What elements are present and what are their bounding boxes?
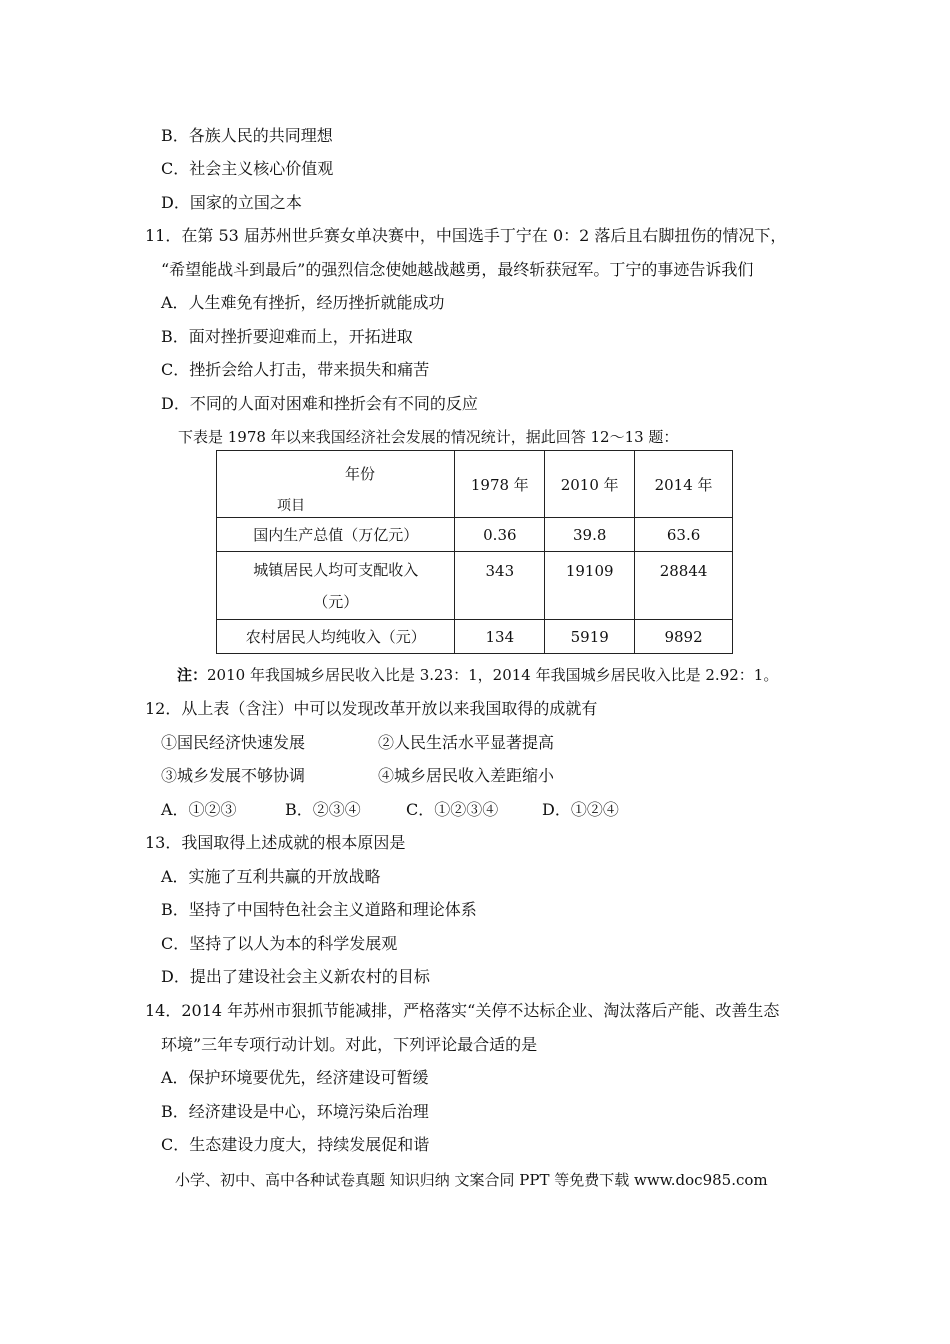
q12-option-b: B．②③④ — [285, 800, 361, 819]
row-label-gdp: 国内生产总值（万亿元） — [217, 518, 455, 552]
q11-option-a: A．人生难免有挫折，经历挫折就能成功 — [161, 293, 445, 312]
row-label-urban-income — [217, 552, 455, 620]
cell-value: 63.6 — [635, 518, 733, 552]
q14-stem-line2: 环境”三年专项行动计划。对此，下列评论最合适的是 — [161, 1035, 538, 1054]
cell-value: 343 — [455, 552, 545, 620]
q12-option-d: D．①②④ — [542, 800, 619, 819]
q13-option-c: C．坚持了以人为本的科学发展观 — [161, 934, 398, 953]
q12-option-c: C．①②③④ — [406, 800, 499, 819]
row-label-line: 城镇居民人均可支配收入 — [253, 560, 419, 579]
note-text: 2010 年我国城乡居民收入比是 3.23：1，2014 年我国城乡居民收入比是 2.92：1。 — [207, 666, 779, 684]
header-year-label: 年份 — [345, 465, 376, 483]
q11-option-d: D．不同的人面对困难和挫折会有不同的反应 — [161, 394, 478, 413]
table-row — [217, 552, 733, 620]
table-row — [217, 620, 733, 654]
q10-option-d: D．国家的立国之本 — [161, 193, 302, 212]
column-header-2014: 2014 年 — [635, 451, 733, 518]
q11-stem-line1: 11．在第 53 届苏州世乒赛女单决赛中，中国选手丁宁在 0：2 落后且右脚扭伤的情况下， — [145, 226, 787, 245]
table-intro: 下表是 1978 年以来我国经济社会发展的情况统计，据此回答 12～13 题： — [178, 428, 679, 446]
table-header-row — [217, 451, 733, 518]
row-label-line: （元） — [313, 592, 359, 611]
q12-item-2: ②人民生活水平显著提高 — [378, 733, 555, 752]
q13-stem: 13．我国取得上述成就的根本原因是 — [145, 833, 406, 852]
q13-option-a: A．实施了互利共赢的开放战略 — [161, 867, 381, 886]
q11-option-b: B．面对挫折要迎难而上，开拓进取 — [161, 327, 413, 346]
cell-value: 134 — [455, 620, 545, 654]
cell-value: 19109 — [545, 552, 635, 620]
q13-option-b: B．坚持了中国特色社会主义道路和理论体系 — [161, 900, 477, 919]
q12-item-4: ④城乡居民收入差距缩小 — [378, 766, 555, 785]
q12-item-3: ③城乡发展不够协调 — [161, 766, 306, 785]
cell-value: 39.8 — [545, 518, 635, 552]
column-header-1978: 1978 年 — [455, 451, 545, 518]
table-note — [177, 665, 778, 685]
cell-value: 28844 — [635, 552, 733, 620]
cell-value: 0.36 — [455, 518, 545, 552]
q13-option-d: D．提出了建设社会主义新农村的目标 — [161, 967, 430, 986]
table-corner-header — [217, 451, 455, 518]
page-footer: 小学、初中、高中各种试卷真题 知识归纳 文案合同 PPT 等免费下载 www.doc985.com — [175, 1171, 768, 1189]
header-item-label: 项目 — [277, 498, 305, 514]
cell-value: 9892 — [635, 620, 733, 654]
q12-stem: 12．从上表（含注）中可以发现改革开放以来我国取得的成就有 — [145, 699, 598, 718]
q11-stem-line2: “希望能战斗到最后”的强烈信念使她越战越勇，最终斩获冠军。丁宁的事迹告诉我们 — [161, 260, 754, 279]
note-label: 注： — [177, 666, 208, 684]
q14-option-b: B．经济建设是中心，环境污染后治理 — [161, 1102, 429, 1121]
q14-option-c: C．生态建设力度大，持续发展促和谐 — [161, 1135, 430, 1154]
q10-option-b: B．各族人民的共同理想 — [161, 126, 333, 145]
q12-item-1: ①国民经济快速发展 — [161, 733, 306, 752]
column-header-2010: 2010 年 — [545, 451, 635, 518]
q14-option-a: A．保护环境要优先，经济建设可暂缓 — [161, 1068, 429, 1087]
q10-option-c: C．社会主义核心价值观 — [161, 159, 334, 178]
stats-table — [216, 450, 733, 654]
q11-option-c: C．挫折会给人打击，带来损失和痛苦 — [161, 360, 430, 379]
q14-stem-line1: 14．2014 年苏州市狠抓节能减排，严格落实“关停不达标企业、淘汰落后产能、改善生态 — [145, 1001, 780, 1020]
q12-option-a: A．①②③ — [161, 800, 237, 819]
table-row — [217, 518, 733, 552]
cell-value: 5919 — [545, 620, 635, 654]
row-label-rural-income: 农村居民人均纯收入（元） — [217, 620, 455, 654]
